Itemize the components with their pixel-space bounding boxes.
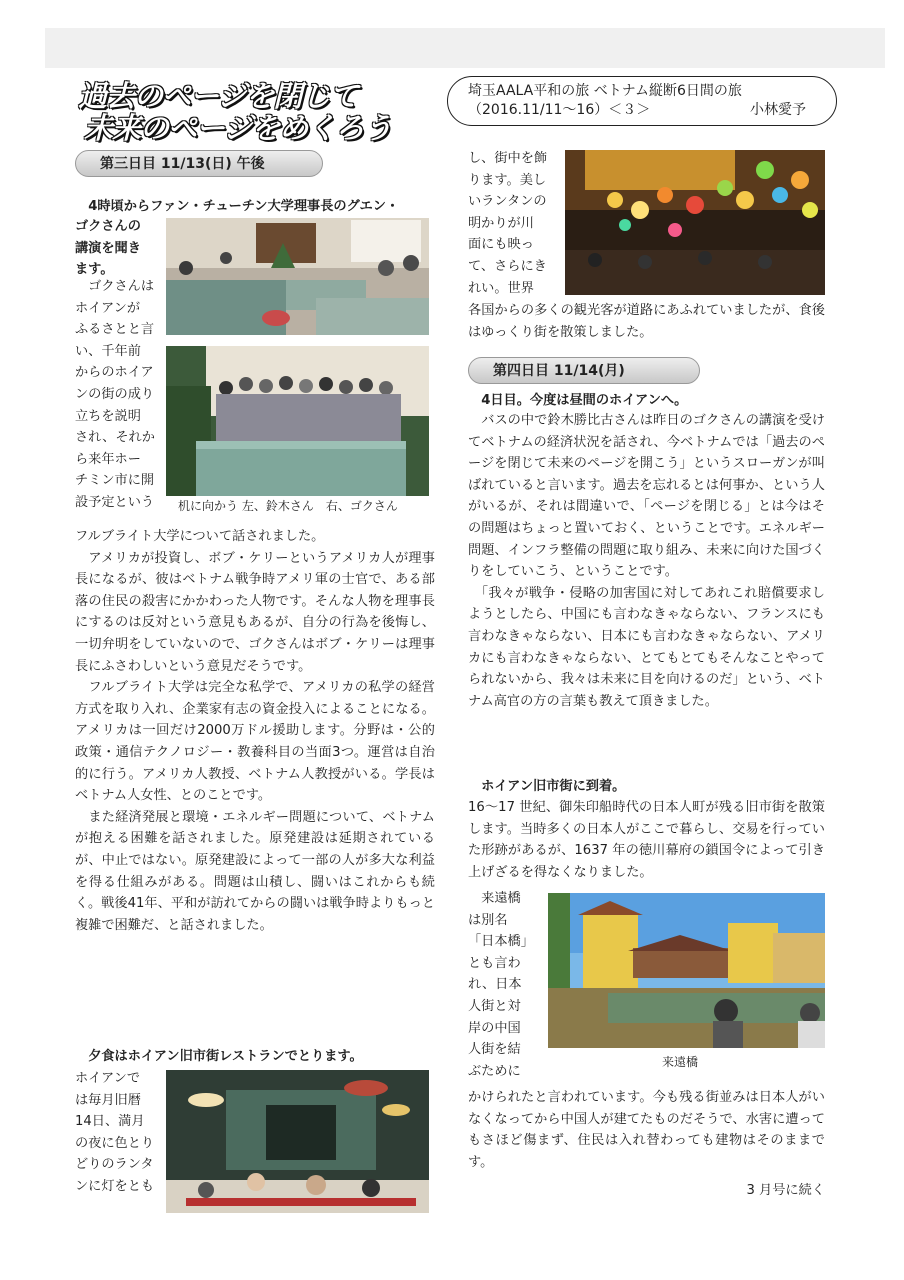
text-line: 明かりが川 [468, 215, 534, 231]
text-line: 来遠橋 [468, 891, 521, 906]
text-line: ふるさとと言 [75, 322, 155, 338]
text-line: ります。美し [468, 172, 547, 188]
day3-body [75, 526, 435, 936]
paragraph: 「我々が戦争・侵略の加害国に対してあれこれ賠償要求しようとしたら、中国にも言わなきゃならない、フランスにも言わなきゃならない、日本にも言わなきゃならない、アメリカにも言わなきゃならない、とてもとてもそんなことやってられないから、我々は未来に目を向けるのだ」という、ベトナム高官の方の言葉も教えて頂きました。 [468, 585, 825, 709]
text-line: し、街中を飾 [468, 151, 548, 166]
bridge-photo [548, 893, 825, 1048]
group-photo [166, 346, 429, 496]
text-line: は毎月旧暦 [75, 1092, 141, 1108]
text-line: チミン市に開 [75, 473, 155, 489]
restaurant-photo [166, 1070, 429, 1213]
lanterns-photo [565, 150, 825, 295]
series-title: 埼玉AALA平和の旅 ベトナム縦断6日間の旅 [468, 83, 742, 99]
text-line: 14日、満月 [75, 1114, 145, 1130]
col2-cont-full: 各国からの多くの観光客が道路にあふれていましたが、食後はゆっくり街を散策しました。 [468, 303, 825, 340]
text-line: ら来年ホー [75, 451, 141, 467]
paragraph: バスの中で鈴木勝比古さんは昨日のゴクさんの講演を受けてベトナムの経済状況を話され、今ベトナムでは「過去のページを閉じて未来のページを開こう」というスローガンが叫ばれていると言います。過去を忘れるとは何事か、という人がいるが、それは間違いで、「ページを閉じる」とは今はその問題はちょっと置いておく、ということです。エネルギー問題、インフラ整備の問題に取り組み、未来に向けた国づくりをしていこう、ということです。 [468, 413, 825, 580]
text-line: ンの街の成り [75, 386, 155, 402]
paragraph: フルブライト大学は完全な私学で、アメリカの私学の経営方式を取り入れ、企業家有志の資金投入によることになる。アメリカは一回だけ2000万ドル援助します。分野は・公的政策・通信テクノロジー・教養科目の当面3つ。運営は自治的に行う。アメリカ人教授、ベトナム人教授がいる。学長はベトナム人女性、とのことです。 [75, 680, 435, 804]
text-line: され、それか [75, 430, 155, 446]
series-box [447, 76, 837, 126]
text-line: どりのランタ [75, 1157, 154, 1173]
text-line: れ、日本 [468, 977, 522, 993]
closing-text: かけられたと言われています。今も残る街並みは日本人がいなくなってから中国人が建てたものだそうで、水害に遭ってもさほど傷まず、住民は入れ替わっても建物はそのままです。 [468, 1090, 825, 1170]
masthead-title [78, 80, 438, 144]
text-line: とも言わ [468, 955, 521, 971]
lead-wrap-line: ます。 [75, 262, 114, 278]
bridge-photo-caption: 来遠橋 [662, 1055, 699, 1069]
series-dates: （2016.11/11～16）＜３＞ [468, 102, 651, 118]
text-line: ホイアンで [75, 1071, 141, 1086]
text-line: 岸の中国 [468, 1020, 521, 1036]
text-line: の夜に色とり [75, 1135, 155, 1151]
paragraph: フルブライト大学について話されました。 [75, 529, 325, 544]
text-line: い、千年前 [75, 343, 141, 359]
dinner-heading: 夕食はホイアン旧市街レストランでとります。 [88, 1049, 363, 1064]
text-line: ぶために [468, 1063, 521, 1079]
lead-wrap-line: ゴクさんの [75, 219, 141, 234]
old-town-heading: ホイアン旧市街に到着。 [468, 779, 626, 794]
text-line: 立ちを説明 [75, 408, 141, 424]
text-line: ゴクさんは [75, 279, 155, 294]
lecture-hall-photo [166, 218, 429, 335]
day3-narrow-text [75, 276, 167, 514]
text-line: 人街と対 [468, 998, 521, 1014]
text-line: ホイアンが [75, 300, 141, 316]
text-line: ンに灯をとも [75, 1178, 155, 1194]
text-line: 設予定という [75, 494, 155, 510]
series-author: 小林愛予 [750, 102, 806, 118]
text-line: からのホイア [75, 365, 154, 381]
top-banner [45, 28, 885, 68]
day3-header: 第三日目 11/13(日) 午後 [75, 150, 323, 177]
text-line: 人街を結 [468, 1042, 521, 1058]
day3-lead: 4時頃からファン・チューチン大学理事長のグエン・ [88, 199, 400, 214]
text-line: 「日本橋」 [468, 934, 534, 950]
group-photo-caption: 机に向かう 左、鈴木さん 右、ゴクさん [178, 499, 398, 513]
text-line: て、さらにき [468, 258, 547, 274]
day4-lead: 4日目。今度は昼間のホイアンへ。 [481, 393, 688, 408]
masthead-line-1: 過去のページを閉じて [78, 79, 358, 113]
text-line: 面にも映っ [468, 237, 534, 253]
continued-note: 3 月号に続く [746, 1183, 825, 1198]
paragraph: また経済発展と環境・エネルギー問題について、ベトナムが抱える困難を話されました。原発建設は延期されているが、中止ではない。原発建設によって一部の人が多大な利益を得る仕組みがある。問題は山積し、闘いはこれからも続く。戦後41年、平和が訪れてからの闘いは戦争時よりもっと複雑で困難だ、と話されました。 [75, 809, 435, 933]
day4-body [468, 410, 825, 712]
day3-lead-wrap [75, 216, 170, 281]
dinner-text [75, 1068, 167, 1198]
old-town-text: 16～17 世紀、御朱印船時代の日本人町が残る旧市街を散策します。当時多くの日本人がここで暮らし、交易を行っていた形跡があるが、1637 年の徳川幕府の鎖国令によって引き上げざるを得なくなりました。 [468, 800, 825, 880]
lead-wrap-line: 講演を聞き [75, 240, 141, 256]
text-line: れい。世界 [468, 280, 534, 296]
masthead-line-2: 未来のページをめくろう [84, 111, 392, 145]
text-line: は別名 [468, 912, 508, 928]
paragraph: アメリカが投資し、ボブ・ケリーというアメリカ人が理事長になるが、彼はベトナム戦争時アメリ軍の士官で、ある部落の住民の殺害にかかわった人物です。そんな人物を理事長にするのは反対という意見もあるが、自分の行為を後悔し、一切弁明をしていないので、ゴクさんはボブ・ケリーは理事長にふさわしいという意見だそうです。 [75, 550, 435, 674]
day4-header: 第四日目 11/14(月) [468, 357, 700, 384]
text-line: いランタンの [468, 194, 547, 210]
bridge-text [468, 888, 548, 1082]
col2-cont-narrow [468, 148, 562, 299]
